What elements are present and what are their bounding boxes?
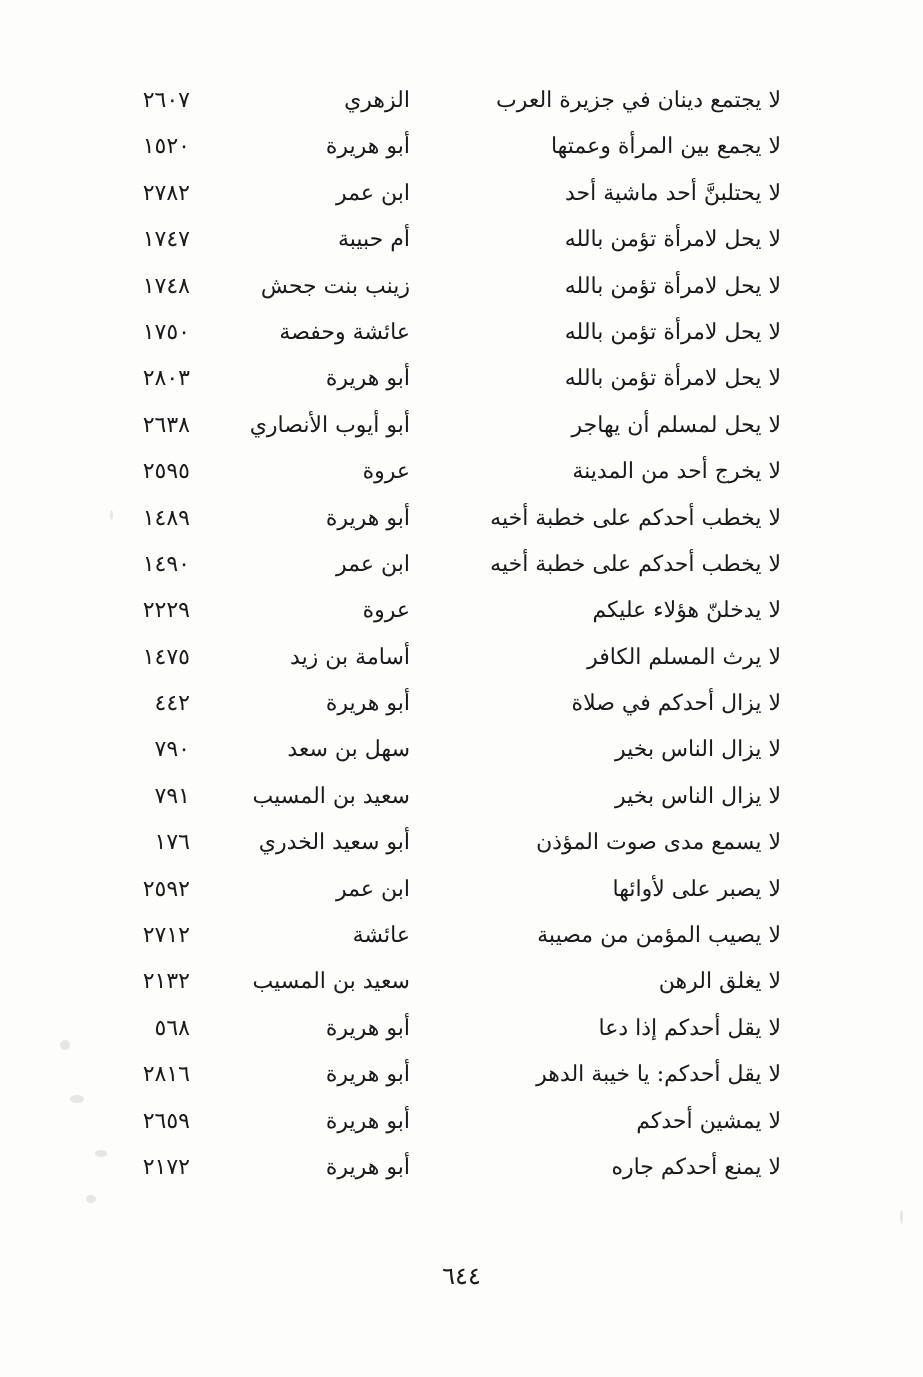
- narrator-name: أبو سعيد الخدري: [258, 830, 410, 856]
- hadith-number: ٢١٧٢: [142, 1154, 190, 1180]
- hadith-number: ٢٦٣٨: [142, 412, 190, 438]
- hadith-number: ٧٩١: [154, 783, 190, 809]
- narrator-name: سعيد بن المسيب: [252, 969, 410, 995]
- narrator-name: أبو هريرة: [325, 505, 410, 531]
- narrator-name: أبو هريرة: [325, 1154, 410, 1180]
- hadith-incipit: لا يرث المسلم الكافر: [587, 644, 781, 670]
- hadith-incipit: لا يحل لامرأة تؤمن بالله: [564, 319, 781, 345]
- hadith-incipit: لا يزال الناس بخير: [615, 783, 781, 809]
- hadith-incipit: لا يغلق الرهن: [658, 969, 781, 995]
- index-row: [0, 959, 923, 1005]
- hadith-number: ٢٦٥٩: [142, 1108, 190, 1134]
- narrator-name: أسامة بن زيد: [290, 644, 410, 670]
- hadith-incipit: لا يزال أحدكم في صلاة: [571, 691, 781, 717]
- page-number: ٦٤٤: [442, 1262, 481, 1290]
- index-row: [0, 588, 923, 634]
- hadith-number: ٤٤٢: [154, 691, 190, 717]
- hadith-number: ٢٢٢٩: [142, 598, 190, 624]
- narrator-name: عروة: [362, 598, 410, 624]
- hadith-incipit: لا يصبر على لأوائها: [612, 876, 781, 902]
- hadith-incipit: لا يحل لامرأة تؤمن بالله: [564, 273, 781, 299]
- narrator-name: سعيد بن المسيب: [252, 783, 410, 809]
- narrator-name: عائشة وحفصة: [279, 319, 410, 345]
- narrator-name: ابن عمر: [336, 551, 410, 577]
- hadith-incipit: لا يدخلنّ هؤلاء عليكم: [592, 598, 781, 624]
- index-row: [0, 820, 923, 866]
- hadith-number: ٧٩٠: [154, 737, 190, 763]
- narrator-name: أبو هريرة: [325, 691, 410, 717]
- index-row: [0, 774, 923, 820]
- narrator-name: أبو هريرة: [325, 366, 410, 392]
- narrator-name: ابن عمر: [336, 180, 410, 206]
- index-row: [0, 217, 923, 263]
- index-row: [0, 403, 923, 449]
- hadith-incipit: لا يحل لامرأة تؤمن بالله: [564, 366, 781, 392]
- index-row: [0, 264, 923, 310]
- hadith-incipit: لا يقل أحدكم إذا دعا: [598, 1015, 781, 1041]
- index-row: [0, 913, 923, 959]
- hadith-incipit: لا يقل أحدكم: يا خيبة الدهر: [536, 1062, 781, 1088]
- hadith-number: ١٧٤٨: [142, 273, 190, 299]
- hadith-incipit: لا يحل لمسلم أن يهاجر: [571, 412, 781, 438]
- hadith-number: ١٧٦: [154, 830, 190, 856]
- hadith-number: ٢٥٩٢: [142, 876, 190, 902]
- hadith-number: ١٤٨٩: [142, 505, 190, 531]
- hadith-number: ٥٦٨: [154, 1015, 190, 1041]
- narrator-name: سهل بن سعد: [287, 737, 410, 763]
- narrator-name: الزهري: [344, 88, 410, 113]
- index-row: [0, 1145, 923, 1191]
- hadith-incipit: لا يزال الناس بخير: [615, 737, 781, 763]
- hadith-number: ١٤٧٥: [142, 644, 190, 670]
- index-row: [0, 171, 923, 217]
- hadith-incipit: لا يمشين أحدكم: [636, 1108, 781, 1134]
- hadith-incipit: لا يخطب أحدكم على خطبة أخيه: [490, 551, 781, 577]
- index-row: [0, 1006, 923, 1052]
- index-row: [0, 681, 923, 727]
- narrator-name: عروة: [362, 459, 410, 485]
- narrator-name: أبو أيوب الأنصاري: [249, 412, 410, 438]
- narrator-name: أم حبيبة: [337, 227, 410, 253]
- index-row: [0, 78, 923, 124]
- index-row: [0, 1099, 923, 1145]
- index-row: [0, 124, 923, 170]
- hadith-incipit: لا يحل لامرأة تؤمن بالله: [564, 227, 781, 253]
- hadith-number: ١٤٩٠: [142, 551, 190, 577]
- index-row: [0, 449, 923, 495]
- hadith-incipit: لا يمنع أحدكم جاره: [611, 1154, 781, 1180]
- hadith-number: ٢٧٨٢: [142, 180, 190, 206]
- hadith-number: ١٧٤٧: [142, 227, 190, 253]
- narrator-name: أبو هريرة: [325, 134, 410, 160]
- hadith-number: ٢٨١٦: [142, 1062, 190, 1088]
- index-row: [0, 1052, 923, 1098]
- narrator-name: زينب بنت جحش: [260, 273, 410, 299]
- hadith-incipit: لا يجتمع دينان في جزيرة العرب: [496, 88, 781, 113]
- index-row: [0, 310, 923, 356]
- hadith-number: ٢٦٠٧: [142, 88, 190, 113]
- narrator-name: أبو هريرة: [325, 1108, 410, 1134]
- index-row: [0, 635, 923, 681]
- hadith-incipit: لا يخرج أحد من المدينة: [572, 459, 781, 485]
- hadith-incipit: لا يسمع مدى صوت المؤذن: [536, 830, 781, 856]
- hadith-incipit: لا يحتلبنَّ أحد ماشية أحد: [564, 180, 781, 206]
- index-row: [0, 867, 923, 913]
- hadith-index-list: [0, 78, 923, 1191]
- hadith-number: ١٥٢٠: [142, 134, 190, 160]
- index-row: [0, 356, 923, 402]
- narrator-name: أبو هريرة: [325, 1015, 410, 1041]
- hadith-number: ٢٧١٢: [142, 923, 190, 949]
- hadith-incipit: لا يخطب أحدكم على خطبة أخيه: [490, 505, 781, 531]
- hadith-number: ٢١٣٢: [142, 969, 190, 995]
- hadith-number: ٢٨٠٣: [142, 366, 190, 392]
- narrator-name: عائشة: [352, 923, 410, 949]
- hadith-number: ٢٥٩٥: [142, 459, 190, 485]
- index-row: [0, 542, 923, 588]
- narrator-name: أبو هريرة: [325, 1062, 410, 1088]
- hadith-number: ١٧٥٠: [142, 319, 190, 345]
- index-row: [0, 727, 923, 773]
- hadith-incipit: لا يجمع بين المرأة وعمتها: [550, 134, 781, 160]
- hadith-incipit: لا يصيب المؤمن من مصيبة: [537, 923, 781, 949]
- index-row: [0, 496, 923, 542]
- narrator-name: ابن عمر: [336, 876, 410, 902]
